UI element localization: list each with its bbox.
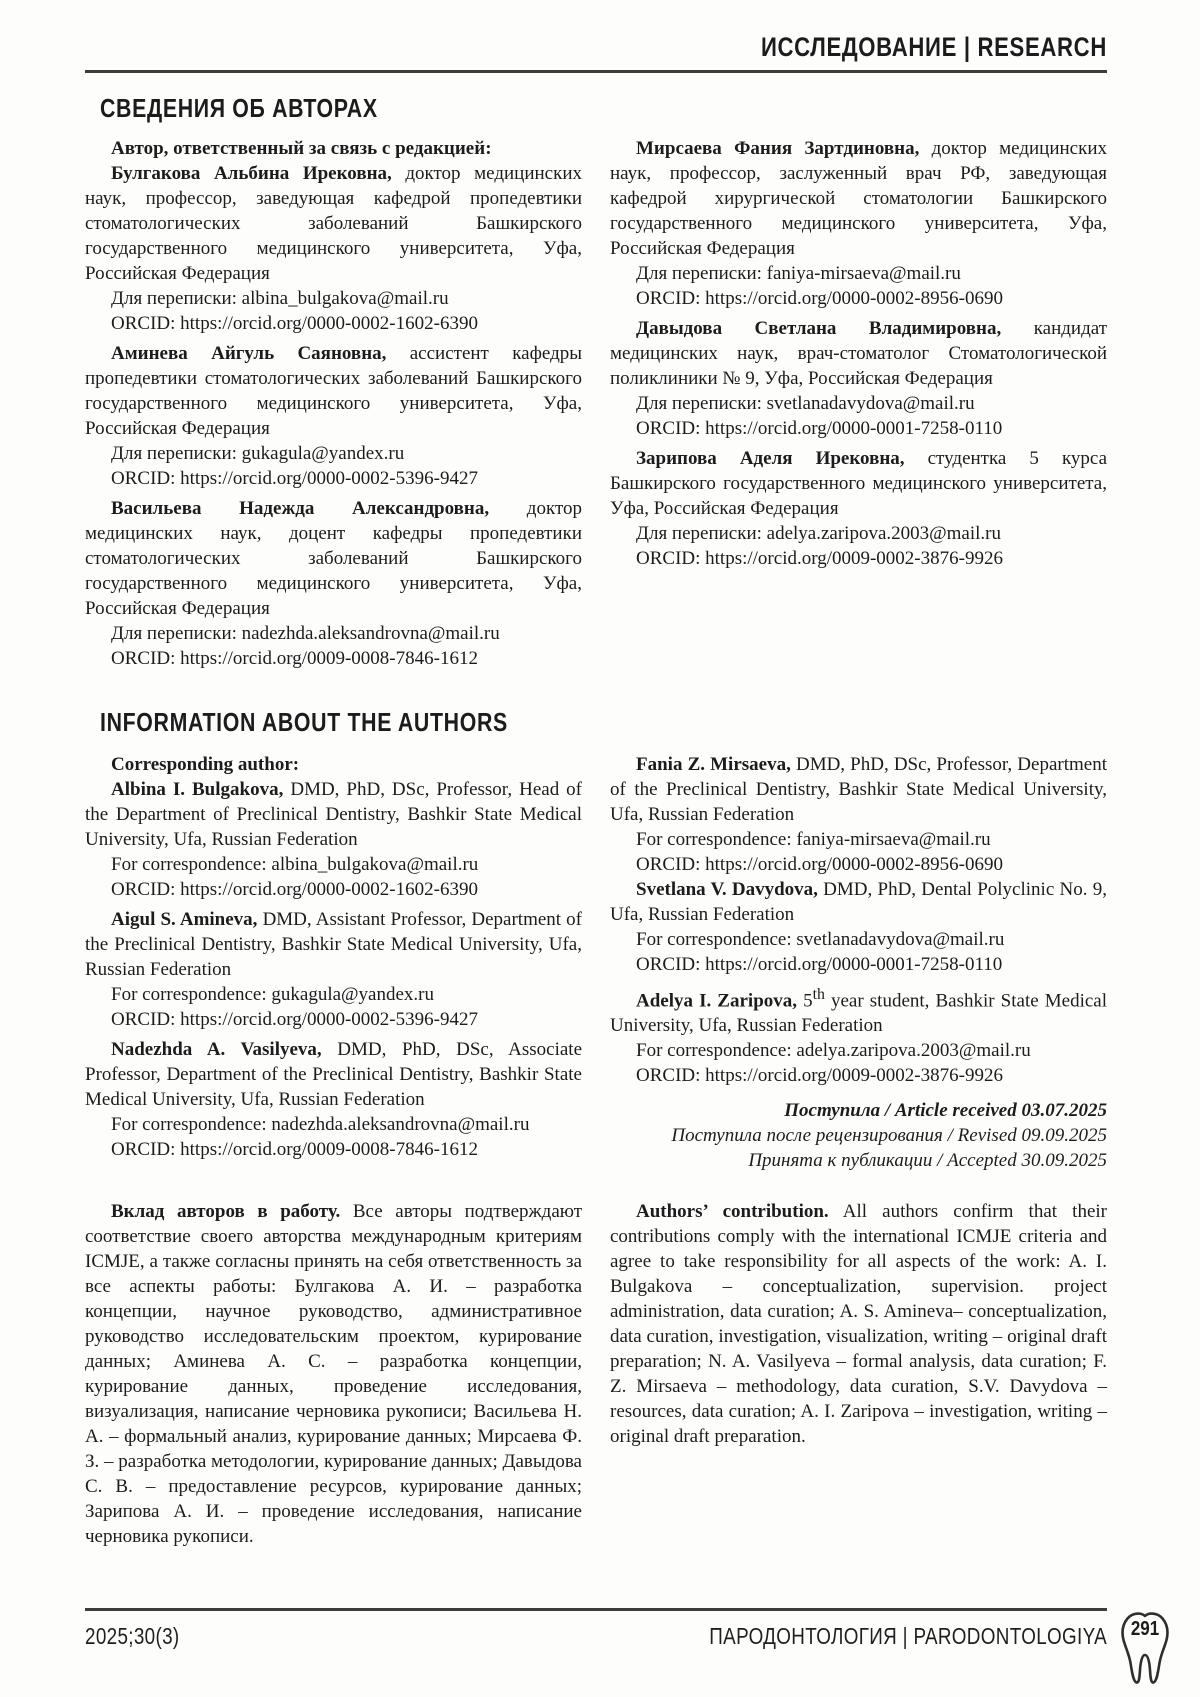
article-dates <box>610 1098 1107 1173</box>
contribution-ru-column <box>85 1199 582 1549</box>
author-paragraph <box>85 1037 582 1112</box>
correspondence-line: Для переписки: svetlanadavydova@mail.ru <box>636 393 975 414</box>
author-name: Давыдова Светлана Владимировна, <box>636 318 1002 339</box>
author-name: Аминева Айгуль Саяновна, <box>111 343 387 364</box>
author-affiliation: кандидат медицинских наук, врач-стоматолог Стоматологической поликлиники № 9, Уфа, Российская Федерация <box>610 318 1108 389</box>
author-entry <box>610 877 1107 977</box>
en-authors-right-column <box>610 752 1107 1173</box>
en-section-title-wrap <box>100 707 1107 738</box>
author-entry <box>85 907 582 1032</box>
author-paragraph <box>610 316 1107 391</box>
header-rule <box>85 70 1107 73</box>
ru-section-title-wrap <box>100 93 1107 124</box>
journal-title: ПАРОДОНТОЛОГИЯ | PARODONTOLOGIYA <box>709 1623 1107 1649</box>
author-affiliation: DMD, PhD, DSc, Professor, Department of the Preclinical Dentistry, Bashkir State Medical University, Ufa, Russian Federation <box>610 754 1107 825</box>
author-degree-ordinal: th <box>812 986 825 1003</box>
correspondence-line: For correspondence: nadezhda.aleksandrovna@mail.ru <box>111 1114 530 1135</box>
correspondence-line: For correspondence: gukagula@yandex.ru <box>111 984 434 1005</box>
author-affiliation: ассистент кафедры пропедевтики стоматологических заболеваний Башкирского государственного медицинского университета, Уфа, Российская Федерация <box>85 343 583 439</box>
author-affiliation: доктор медицинских наук, доцент кафедры пропедевтики стоматологических заболеваний Башкирского государственного медицинского университета, Уфа, Российская Федерация <box>85 498 582 619</box>
author-affiliation: year student, Bashkir State Medical University, Ufa, Russian Federation <box>610 990 1107 1037</box>
author-affiliation: студентка 5 курса Башкирского государственного медицинского университета, Уфа, Российская Федерация <box>610 448 1108 519</box>
contribution-en-column <box>610 1199 1107 1449</box>
ru-corresponding-label: Автор, ответственный за связь с редакцией: <box>111 138 492 159</box>
contribution-en-text: All authors confirm that their contributions comply with the international ICMJE criteria and agree to take responsibility for all aspects of the work: A. I. Bulgakova – conceptualization, supervision. project administration, data curation; A. S. Amineva– conceptualization, data curation, investigation, visualization, writing – original draft preparation; N. A. Vasilyeva – formal analysis, data curation; F. Z. Mirsaeva – methodology, data curation, S.V. Davydova – resources, data curation; A. I. Zaripova – investigation, writing – original draft preparation. <box>610 1201 1107 1448</box>
section-label: ИССЛЕДОВАНИЕ | RESEARCH <box>760 32 1107 62</box>
ru-authors-columns <box>85 136 1107 671</box>
author-paragraph <box>85 161 582 286</box>
correspondence-line: Для переписки: gukagula@yandex.ru <box>111 443 405 464</box>
author-paragraph <box>610 982 1107 1038</box>
contribution-en-label: Authors’ contribution. <box>636 1201 829 1223</box>
author-affiliation: DMD, PhD, Dental Polyclinic No. 9, Ufa, Russian Federation <box>610 879 1107 925</box>
footer-row <box>85 1623 1107 1650</box>
correspondence-line: Для переписки: albina_bulgakova@mail.ru <box>111 288 449 309</box>
footer-rule <box>85 1608 1107 1611</box>
author-name: Adelya I. Zaripova, <box>636 990 798 1012</box>
author-entry <box>610 446 1107 571</box>
author-affiliation: DMD, PhD, DSc, Associate Professor, Department of the Preclinical Dentistry, Bashkir State Medical University, Ufa, Russian Federation <box>85 1039 583 1110</box>
author-entry <box>610 982 1107 1088</box>
correspondence-line: Для переписки: adelya.zaripova.2003@mail.ru <box>636 523 1001 544</box>
author-paragraph <box>85 341 582 441</box>
orcid-line: ORCID: https://orcid.org/0000-0002-5396-9427 <box>111 1009 478 1030</box>
author-entry <box>610 752 1107 877</box>
author-name: Svetlana V. Davydova, <box>636 879 818 900</box>
running-head <box>85 0 1107 63</box>
contribution-ru-text: Все авторы подтверждают соответствие своего авторства международным критериям ICMJE, а также согласны принять на себя ответственность за все аспекты работы: Булгакова А. И. – разработка концепции, научное руководство, административное руководство исследовательским проектом, курирование данных; Аминева А. С. – разработка концепции, курирование данных, проведение исследования, визуализация, написание черновика рукописи; Васильева Н. А. – формальный анализ, курирование данных; Мирсаева Ф. З. – разработка методологии, курирование данных; Давыдова С. В. – предоставление ресурсов, курирование данных; Зарипова А. И. – проведение исследования, написание черновика рукописи. <box>85 1201 582 1548</box>
page-content <box>85 0 1107 1549</box>
contribution-ru-paragraph <box>85 1199 582 1549</box>
author-affiliation: DMD, Assistant Professor, Department of the Preclinical Dentistry, Bashkir State Medical University, Ufa, Russian Federation <box>85 909 583 980</box>
author-name: Aigul S. Amineva, <box>111 909 258 930</box>
author-affiliation: доктор медицинских наук, профессор, заведующая кафедрой пропедевтики стоматологических заболеваний Башкирского государственного медицинского университета, Уфа, Российская Федерация <box>85 163 582 284</box>
author-entry <box>85 341 582 491</box>
en-corresponding-label: Corresponding author: <box>111 754 300 775</box>
author-entry <box>610 136 1107 311</box>
orcid-line: ORCID: https://orcid.org/0000-0002-8956-0690 <box>636 288 1003 309</box>
date-accepted: Принята к публикации / Accepted 30.09.2025 <box>748 1150 1107 1172</box>
contribution-en-paragraph <box>610 1199 1107 1449</box>
author-paragraph <box>85 907 582 982</box>
orcid-line: ORCID: https://orcid.org/0009-0002-3876-9926 <box>636 1065 1003 1087</box>
orcid-line: ORCID: https://orcid.org/0000-0001-7258-0110 <box>636 954 1003 975</box>
orcid-line: ORCID: https://orcid.org/0000-0002-1602-6390 <box>111 313 478 334</box>
author-paragraph <box>610 877 1107 927</box>
contribution-columns <box>85 1199 1107 1549</box>
orcid-line: ORCID: https://orcid.org/0009-0008-7846-1612 <box>111 1139 478 1160</box>
issue-info: 2025;30(3) <box>85 1623 180 1649</box>
author-paragraph <box>610 446 1107 521</box>
orcid-line: ORCID: https://orcid.org/0000-0002-1602-6390 <box>111 879 478 900</box>
author-name: Зарипова Аделя Ирековна, <box>636 448 905 469</box>
correspondence-line: Для переписки: faniya-mirsaeva@mail.ru <box>636 263 961 284</box>
correspondence-line: Для переписки: nadezhda.aleksandrovna@mail.ru <box>111 623 500 644</box>
en-authors-columns <box>85 752 1107 1173</box>
ru-section-title: СВЕДЕНИЯ ОБ АВТОРАХ <box>100 93 378 123</box>
tooth-page-badge <box>1117 1609 1173 1687</box>
contribution-ru-label: Вклад авторов в работу. <box>111 1201 341 1223</box>
author-paragraph <box>610 136 1107 261</box>
author-entry <box>85 496 582 671</box>
orcid-line: ORCID: https://orcid.org/0009-0002-3876-9926 <box>636 548 1003 569</box>
date-received: Поступила / Article received 03.07.2025 <box>784 1100 1107 1122</box>
author-paragraph <box>85 496 582 621</box>
author-paragraph <box>610 752 1107 827</box>
orcid-line: ORCID: https://orcid.org/0000-0002-5396-9427 <box>111 468 478 489</box>
author-entry <box>610 316 1107 441</box>
author-entry <box>85 161 582 336</box>
orcid-line: ORCID: https://orcid.org/0000-0002-8956-0690 <box>636 854 1003 875</box>
correspondence-line: For correspondence: faniya-mirsaeva@mail.ru <box>636 829 991 850</box>
author-name: Fania Z. Mirsaeva, <box>636 754 791 775</box>
author-name: Nadezhda A. Vasilyeva, <box>111 1039 322 1060</box>
author-name: Albina I. Bulgakova, <box>111 779 284 800</box>
page-footer <box>85 1608 1107 1650</box>
date-revised: Поступила после рецензирования / Revised 09.09.2025 <box>671 1125 1107 1147</box>
author-entry <box>85 1037 582 1162</box>
en-authors-left-column <box>85 752 582 1162</box>
author-name: Булгакова Альбина Ирековна, <box>111 163 392 184</box>
author-degree-number: 5 <box>803 990 813 1012</box>
correspondence-line: For correspondence: svetlanadavydova@mail.ru <box>636 929 1005 950</box>
orcid-line: ORCID: https://orcid.org/0009-0008-7846-1612 <box>111 648 478 669</box>
correspondence-line: For correspondence: albina_bulgakova@mail.ru <box>111 854 479 875</box>
author-name: Мирсаева Фания Зартдиновна, <box>636 138 920 159</box>
ru-authors-left-column <box>85 136 582 671</box>
correspondence-line: For correspondence: adelya.zaripova.2003@mail.ru <box>636 1040 1031 1062</box>
author-entry <box>85 777 582 902</box>
ru-authors-right-column <box>610 136 1107 571</box>
author-name: Васильева Надежда Александровна, <box>111 498 490 519</box>
author-paragraph <box>85 777 582 852</box>
author-affiliation: доктор медицинских наук, профессор, заслуженный врач РФ, заведующая кафедрой хирургической стоматологии Башкирского государственного медицинского университета, Уфа, Российская Федерация <box>610 138 1108 259</box>
author-affiliation: DMD, PhD, DSc, Professor, Head of the Department of Preclinical Dentistry, Bashkir State Medical University, Ufa, Russian Federation <box>85 779 582 850</box>
page-number: 291 <box>1130 1618 1160 1640</box>
orcid-line: ORCID: https://orcid.org/0000-0001-7258-0110 <box>636 418 1003 439</box>
en-section-title: INFORMATION ABOUT THE AUTHORS <box>100 707 508 737</box>
